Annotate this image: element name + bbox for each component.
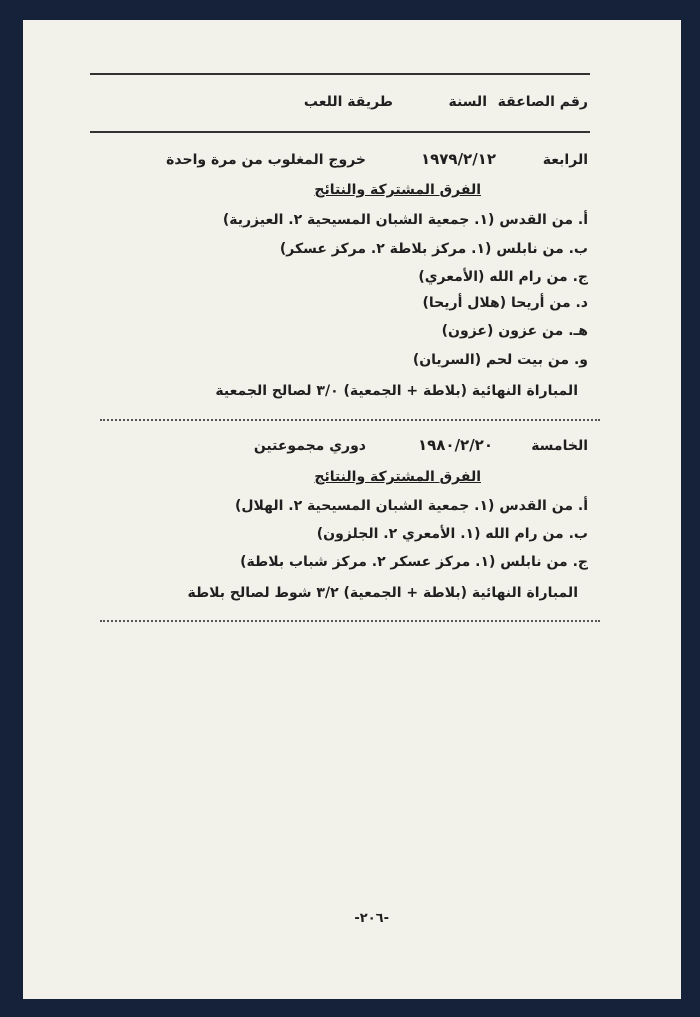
section4-item-a: أ. من القدس (١. جمعية الشبان المسيحية ٢. العيزرية) — [222, 212, 588, 228]
page-number: -٢٠٦- — [354, 911, 389, 926]
section5-item-a: أ. من القدس (١. جمعية الشبان المسيحية ٢. الهلال) — [234, 498, 588, 514]
header-col-method: طريقة اللعب — [303, 94, 393, 110]
section4-subtitle: الفرق المشتركة والنتائج — [314, 182, 481, 198]
section5-item-b: ب. من رام الله (١. الأمعري ٢. الجلزون) — [316, 526, 588, 542]
header-col-year: السنة — [448, 94, 487, 110]
section4-item-e: هـ. من عزون (عزون) — [441, 323, 588, 339]
header-bottom-rule — [90, 131, 590, 133]
section4-method: خروج المغلوب من مرة واحدة — [166, 152, 366, 168]
section4-item-f: و. من بيت لحم (السريان) — [412, 352, 588, 368]
section5-subtitle: الفرق المشتركة والنتائج — [314, 469, 481, 485]
header-top-rule — [90, 73, 590, 75]
section4-name: الرابعة — [542, 152, 588, 168]
section5-item-c: ج. من نابلس (١. مركز عسكر ٢. مركز شباب بلاطة) — [240, 554, 588, 570]
section4-divider — [100, 419, 600, 421]
section4-final-result: المباراة النهائية (بلاطة + الجمعية) ٣/٠ لصالح الجمعية — [215, 383, 578, 399]
section5-method: دوري مجموعتين — [253, 438, 366, 454]
section4-date: ١٩٧٩/٢/١٢ — [420, 150, 496, 168]
header-col-number: رقم الصاعقة — [497, 94, 588, 110]
section5-date: ١٩٨٠/٢/٢٠ — [417, 436, 493, 454]
section5-final-result: المباراة النهائية (بلاطة + الجمعية) ٣/٢ شوط لصالح بلاطة — [187, 585, 578, 601]
section5-name: الخامسة — [531, 438, 588, 454]
document-page — [23, 20, 681, 999]
section5-divider — [100, 620, 600, 622]
section4-item-d: د. من أريحا (هلال أريحا) — [422, 295, 588, 311]
section4-item-b: ب. من نابلس (١. مركز بلاطة ٢. مركز عسكر) — [279, 241, 588, 257]
section4-item-c: ج. من رام الله (الأمعري) — [418, 269, 588, 285]
